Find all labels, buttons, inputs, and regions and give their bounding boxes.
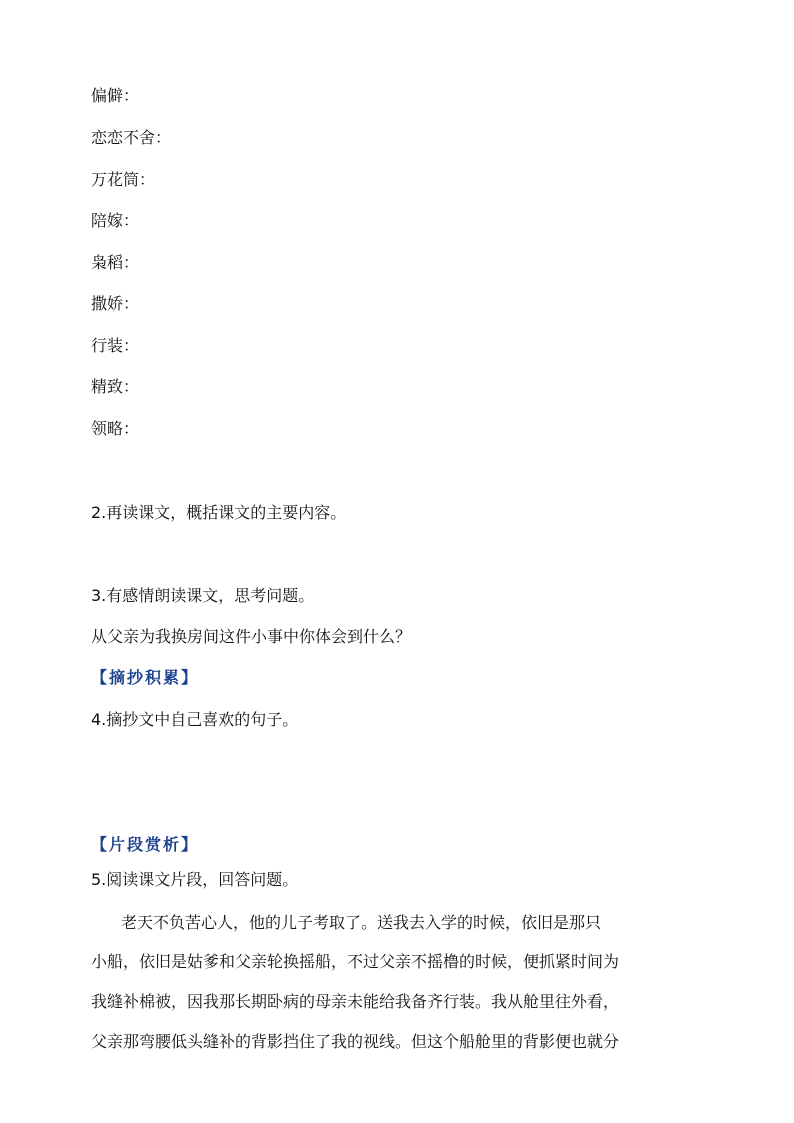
question-3: 3.有感情朗读课文，思考问题。 xyxy=(91,586,315,605)
passage xyxy=(91,912,713,1072)
passage-line: 我缝补棉被，因我那长期卧病的母亲未能给我备齐行装。我从舱里往外看， xyxy=(91,992,620,1011)
vocab-item: 万花筒： xyxy=(91,170,156,189)
question-2: 2.再读课文，概括课文的主要内容。 xyxy=(91,503,347,522)
vocab-item: 行装： xyxy=(91,336,140,355)
vocab-item: 陪嫁： xyxy=(91,211,140,230)
question-4: 4.摘抄文中自己喜欢的句子。 xyxy=(91,710,299,729)
vocab-item: 恋恋不舍： xyxy=(91,128,172,147)
passage-line: 老天不负苦心人，他的儿子考取了。送我去入学的时候，依旧是那只 xyxy=(121,913,602,932)
section-heading-analysis: 【片段赏析】 xyxy=(91,835,200,854)
passage-line: 父亲那弯腰低头缝补的背影挡住了我的视线。但这个船舱里的背影便也就分 xyxy=(91,1032,620,1051)
question-3-prompt: 从父亲为我换房间这件小事中你体会到什么？ xyxy=(91,627,412,646)
question-5: 5.阅读课文片段，回答问题。 xyxy=(91,870,299,889)
passage-line: 小船，依旧是姑爹和父亲轮换摇船，不过父亲不摇橹的时候，便抓紧时间为 xyxy=(91,952,620,971)
vocab-item: 撒娇： xyxy=(91,294,140,313)
vocab-item: 偏僻： xyxy=(91,86,140,105)
vocab-item: 精致： xyxy=(91,377,140,396)
section-heading-excerpt: 【摘抄积累】 xyxy=(91,668,200,687)
vocab-item: 枭稻： xyxy=(91,253,140,272)
vocab-item: 领略： xyxy=(91,419,140,438)
